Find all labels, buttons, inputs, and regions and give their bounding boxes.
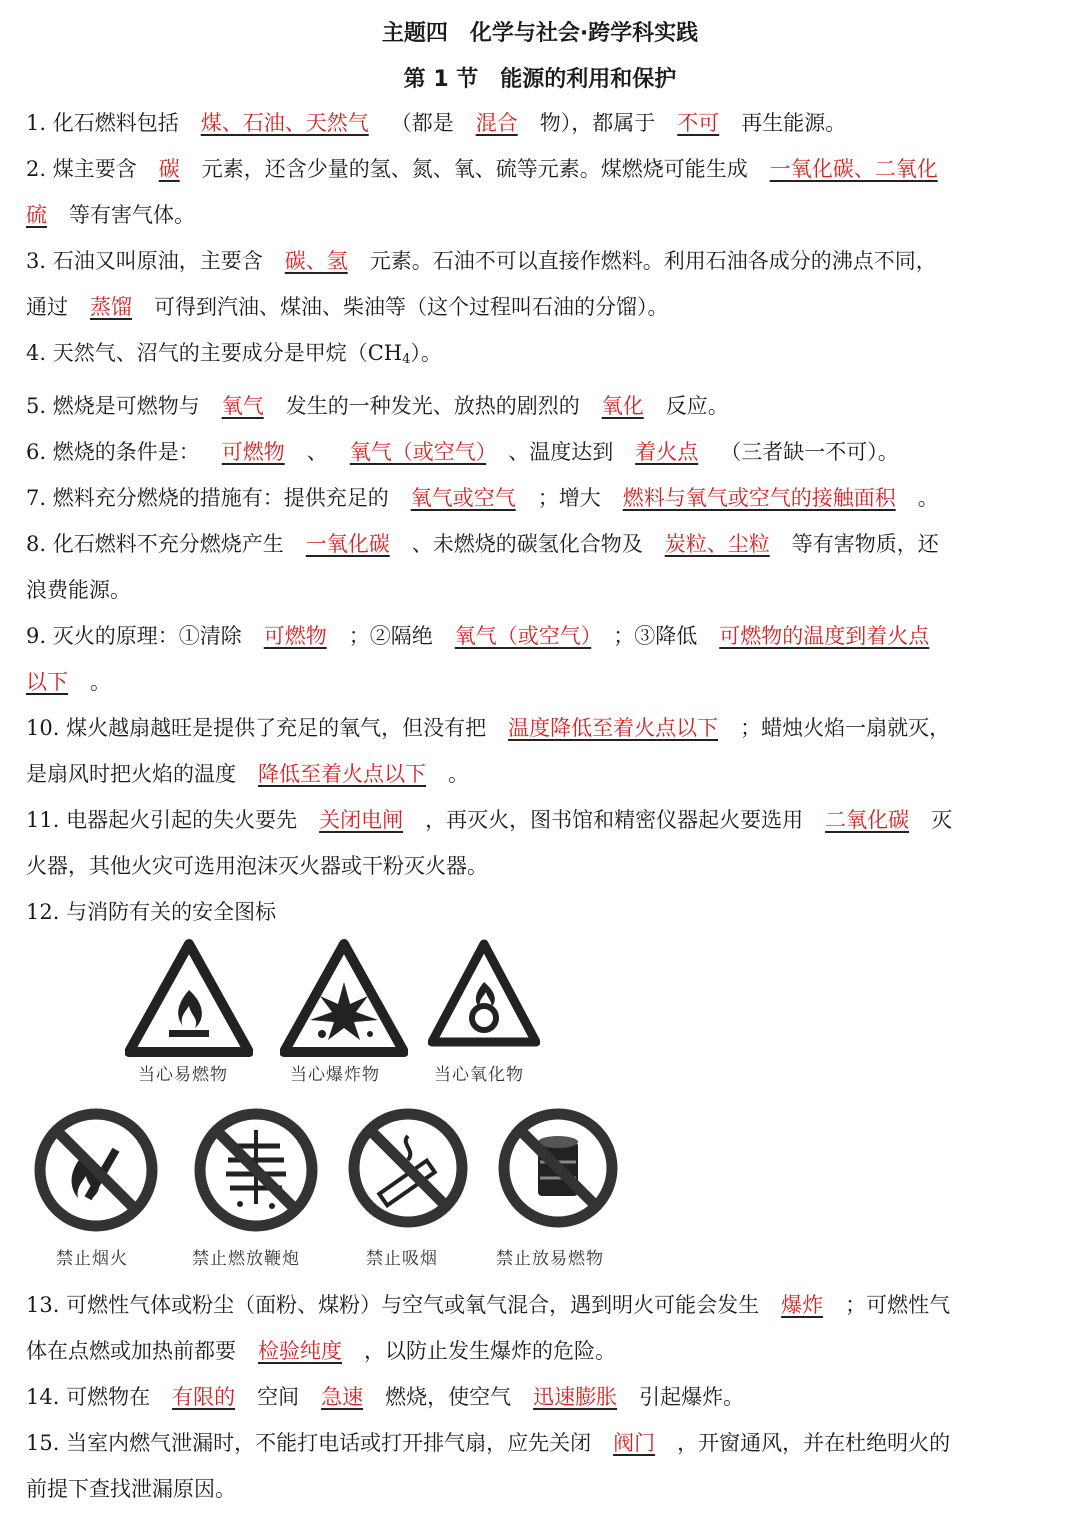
answer-blank: 氧气 — [221, 394, 264, 418]
sign-label: 禁止烟火 — [56, 1249, 128, 1269]
answer-blank: 炭粒、尘粒 — [664, 532, 770, 556]
topic-title: 主题四 化学与社会·跨学科实践 — [381, 21, 699, 46]
answer-blank: 关闭电闸 — [319, 808, 404, 832]
question-15: 15. 当室内燃气泄漏时，不能打电话或打开排气扇，应先关闭 阀门 ，开窗通风，并在杜绝明火的 前提下查找泄漏原因。 — [26, 1431, 951, 1501]
questions-13-15 — [26, 1282, 1056, 1512]
answer-blank: 有限的 — [172, 1385, 236, 1409]
answer-blank: 一氧化碳、二氧化 — [769, 157, 938, 181]
answer-blank: 氧气（或空气） — [454, 624, 592, 648]
answer-blank: 燃料与氧气或空气的接触面积 — [622, 486, 896, 510]
no-fire-icon — [32, 1106, 160, 1234]
answer-blank: 检验纯度 — [258, 1339, 342, 1363]
sign-label: 当心易燃物 — [138, 1065, 228, 1085]
answer-blank: 一氧化碳 — [305, 532, 390, 556]
answer-blank: 迅速膨胀 — [533, 1385, 618, 1409]
no-flammables-icon — [496, 1106, 620, 1230]
answer-blank: 硫 — [26, 203, 47, 227]
answer-blank: 可燃物的温度到着火点 — [719, 624, 930, 648]
question-6: 6. 燃烧的条件是： 可燃物 、 氧气（或空气） 、温度达到 着火点 （三者缺一不可）。 — [26, 440, 899, 464]
sign-label: 禁止燃放鞭炮 — [192, 1249, 300, 1269]
sign-label: 禁止吸烟 — [366, 1249, 438, 1269]
no-firecrackers-icon — [192, 1106, 320, 1234]
answer-blank: 温度降低至着火点以下 — [508, 716, 719, 740]
question-2: 2. 煤主要含 碳 元素，还含少量的氢、氮、氧、硫等元素。煤燃烧可能生成 一氧化碳、二氧化 硫 等有害气体。 — [26, 157, 938, 227]
flammable-warning-icon — [125, 938, 253, 1058]
question-11: 11. 电器起火引起的失火要先 关闭电闸 ，再灭火，图书馆和精密仪器起火要选用 二氧化碳 灭 火器，其他火灾可选用泡沫灭火器或干粉灭火器。 — [26, 808, 953, 878]
oxidizer-warning-icon — [428, 938, 540, 1050]
answer-blank: 混合 — [475, 111, 518, 135]
answer-blank: 可燃物 — [263, 624, 327, 648]
section-title: 第 1 节 能源的利用和保护 — [403, 67, 677, 92]
question-13: 13. 可燃性气体或粉尘（面粉、煤粉）与空气或氧气混合，遇到明火可能会发生 爆炸 ；可燃性气 体在点燃或加热前都要 检验纯度 ，以防止发生爆炸的危险。 — [26, 1293, 951, 1363]
answer-blank: 急速 — [321, 1385, 364, 1409]
answer-blank: 阀门 — [613, 1431, 656, 1455]
answer-blank: 氧气或空气 — [410, 486, 516, 510]
answer-blank: 碳 — [158, 157, 180, 181]
answer-blank: 碳、氢 — [284, 249, 348, 273]
answer-blank: 氧化 — [601, 394, 644, 418]
sign-label: 当心氧化物 — [434, 1065, 524, 1085]
question-7: 7. 燃料充分燃烧的措施有：提供充足的 氧气或空气 ；增大 燃料与氧气或空气的接触面积 。 — [26, 486, 939, 510]
question-10: 10. 煤火越扇越旺是提供了充足的氧气，但没有把 温度降低至着火点以下 ；蜡烛火焰一扇就灭， 是扇风时把火焰的温度 降低至着火点以下 。 — [26, 716, 951, 786]
question-3: 3. 石油又叫原油，主要含 碳、氢 元素。石油不可以直接作燃料。利用石油各成分的沸点不同， 通过 蒸馏 可得到汽油、煤油、柴油等（这个过程叫石油的分馏）。 — [26, 249, 937, 319]
answer-blank: 不可 — [677, 111, 720, 135]
safety-signs — [0, 928, 1080, 1288]
question-14: 14. 可燃物在 有限的 空间 急速 燃烧，使空气 迅速膨胀 引起爆炸。 — [26, 1385, 745, 1409]
answer-blank: 氧气（或空气） — [349, 440, 487, 464]
sign-label: 当心爆炸物 — [290, 1065, 380, 1085]
answer-blank: 蒸馏 — [90, 295, 132, 319]
explosive-warning-icon — [280, 938, 408, 1058]
questions-1-12 — [26, 100, 1056, 935]
question-8: 8. 化石燃料不充分燃烧产生 一氧化碳 、未燃烧的碳氢化合物及 炭粒、尘粒 等有害物质，还 浪费能源。 — [26, 532, 939, 602]
answer-blank: 爆炸 — [781, 1293, 824, 1317]
answer-blank: 煤、石油、天然气 — [200, 111, 369, 135]
question-12: 12. 与消防有关的安全图标 — [26, 900, 277, 924]
answer-blank: 以下 — [26, 670, 68, 694]
question-1: 1. 化石燃料包括 煤、石油、天然气 （都是 混合 物），都属于 不可 再生能源。 — [26, 111, 847, 135]
no-smoking-icon — [346, 1106, 470, 1230]
answer-blank: 着火点 — [635, 440, 699, 464]
question-5: 5. 燃烧是可燃物与 氧气 发生的一种发光、放热的剧烈的 氧化 反应。 — [26, 394, 729, 418]
answer-blank: 降低至着火点以下 — [258, 762, 426, 786]
question-9: 9. 灭火的原理：①清除 可燃物 ；②隔绝 氧气（或空气） ；③降低 可燃物的温度到着火点 以下 。 — [26, 624, 930, 694]
question-4: 4. 天然气、沼气的主要成分是甲烷$(CH_4)$。 — [26, 341, 442, 367]
answer-blank: 可燃物 — [221, 440, 285, 464]
answer-blank: 二氧化碳 — [825, 808, 910, 832]
sign-label: 禁止放易燃物 — [496, 1249, 604, 1269]
